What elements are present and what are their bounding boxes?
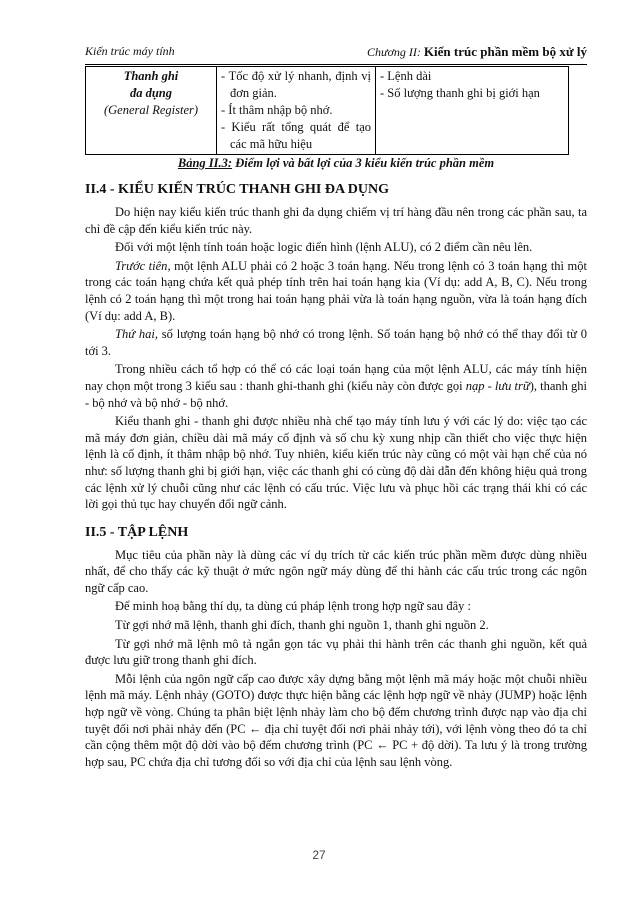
disadvantage-item: - Lệnh dài <box>380 69 432 83</box>
paragraph-text: Trong nhiều cách tổ hợp có thể có các loại toán hạng của một lệnh ALU, các máy tính hiện nay chọn một trong 3 kiểu sau : thanh ghi-thanh ghi (kiểu này còn được gọi <box>85 362 587 393</box>
advantage-item: - Ít thâm nhập bộ nhớ. <box>221 103 333 117</box>
architecture-name-2: đa dụng <box>129 86 173 100</box>
advantage-item: - Tốc độ xử lý nhanh, định vị đơn giản. <box>221 69 371 100</box>
table-row <box>86 67 569 155</box>
advantages-list <box>221 68 371 153</box>
table-caption <box>85 156 587 171</box>
page-number: 27 <box>312 848 326 862</box>
paragraph-text: , một lệnh ALU phải có 2 hoặc 3 toán hạng. Nếu trong lệnh có 3 toán hạng thì một trong các toán hạng chứa kết quả phép tính trên hai toán hạng kia (Ví dụ: add A, B, C). Nếu trong lệnh có 2 toán hạng thì một trong hai toán hạng phải vừa là toán hạng nguồn, vừa là toán hạng đích (Ví dụ: add A, B). <box>85 258 587 323</box>
emphasis-text: Trước tiên <box>115 258 168 273</box>
section-heading: II.4 - KIỂU KIẾN TRÚC THANH GHI ĐA DỤNG <box>85 182 390 197</box>
paragraph: Mỗi lệnh của ngôn ngữ cấp cao được xây dựng bằng một lệnh mã máy hoặc một chuỗi nhiều lệnh mã máy. Lệnh nhảy (GOTO) được thực hiện bằng các lệnh hợp ngữ về nhảy (JUMP) hoặc lệnh hợp ngữ về vòng. Chúng ta phân biệt lệnh nhảy làm cho bộ đếm chương trình được nạp vào địa chỉ tuyệt đối nơi phải nhảy đến (PC ← địa chỉ tuyệt đối nơi phải nhảy tới), với lệnh vòng theo đó ta chỉ cần cộng thêm một độ dời vào bộ đếm chương trình (PC ← PC + độ dời). Ta lưu ý là trong trường hợp sau, PC chứa địa chỉ tương đối so với địa chỉ của lệnh sau lệnh vòng. <box>85 671 587 769</box>
architecture-name: Thanh ghi <box>123 69 179 83</box>
paragraph: Mục tiêu của phần này là dùng các ví dụ trích từ các kiến trúc phần mềm được dùng nhiều nhất, để cho thấy các kỹ thuật ở mức ngôn ngữ máy dùng để thi hành các cấu trúc trong các ngôn ngữ cấp cao. <box>85 547 587 595</box>
disadvantages-cell <box>376 67 569 155</box>
section-heading: II.5 - TẬP LỆNH <box>85 524 189 540</box>
header-chapter-label: Chương II: <box>366 45 421 59</box>
architecture-name-cell <box>86 67 217 155</box>
advantage-item: - Kiểu rất tổng quát để tạo các mã hữu hiệu <box>221 120 371 151</box>
paragraph-text: , số lượng toán hạng bộ nhớ có trong lệnh. Số toán hạng bộ nhớ có thể thay đổi từ 0 tới 3. <box>85 327 587 358</box>
disadvantage-item: - Số lượng thanh ghi bị giới hạn <box>380 86 540 100</box>
header-chapter-title: Kiến trúc phần mềm bộ xử lý <box>423 44 587 59</box>
paragraph: Từ gợi nhớ mã lệnh, thanh ghi đích, thanh ghi nguồn 1, thanh ghi nguồn 2. <box>115 618 489 633</box>
paragraph: Kiểu thanh ghi - thanh ghi được nhiều nhà chế tạo máy tính lưu ý với các lý do: việc tạo các mã máy đơn giản, chiều dài mã máy cố định và số chu kỳ xung nhịp cần thiết cho việc thực hiện lệnh là cố định, ít thâm nhập bộ nhớ. Tuy nhiên, kiểu kiến trúc này cũng có một vài hạn chế của nó như: số lượng thanh ghi bị giới hạn, việc các thanh ghi có cùng độ dài dẫn đến không hiệu quả trong các lệnh xử lý chuỗi cũng như các lệnh có cấu trúc. Việc lưu và phục hồi các trạng thái khi có các lời gọi thủ tục hay chuyển đổi ngữ cảnh. <box>85 414 587 512</box>
emphasis-text: Thứ hai <box>115 327 155 342</box>
header-chapter <box>367 44 587 60</box>
document-body <box>85 178 587 772</box>
paragraph: Đối với một lệnh tính toán hoặc logic điển hình (lệnh ALU), có 2 điểm cần nêu lên. <box>115 240 533 255</box>
architecture-english-name: (General Register) <box>103 103 199 117</box>
paragraph <box>85 326 587 359</box>
paragraph <box>85 258 587 324</box>
page-header <box>85 44 587 65</box>
header-book-title: Kiến trúc máy tính <box>85 44 175 58</box>
paragraph: Để minh hoạ bằng thí dụ, ta dùng cú pháp lệnh trong hợp ngữ sau đây : <box>115 599 472 614</box>
table-caption-label: Bảng II.3: <box>177 156 233 170</box>
disadvantages-list <box>380 68 564 102</box>
advantages-cell <box>217 67 376 155</box>
comparison-table <box>85 66 569 155</box>
paragraph <box>85 361 587 411</box>
paragraph: Từ gợi nhớ mã lệnh mô tả ngắn gọn tác vụ phải thi hành trên các thanh ghi nguồn, kết quả được lưu giữ trong thanh ghi đích. <box>85 636 587 668</box>
emphasis-text: nạp - lưu trữ <box>465 378 530 393</box>
paragraph-text: ), thanh ghi - bộ nhớ và bộ nhớ - bộ nhớ. <box>85 378 588 410</box>
paragraph: Do hiện nay kiểu kiến trúc thanh ghi đa dụng chiếm vị trí hàng đầu nên trong các phần sau, ta chỉ đề cập đến kiểu kiến trúc này. <box>85 205 587 236</box>
table-caption-text: Điểm lợi và bất lợi của 3 kiểu kiến trúc phần mềm <box>232 156 495 170</box>
